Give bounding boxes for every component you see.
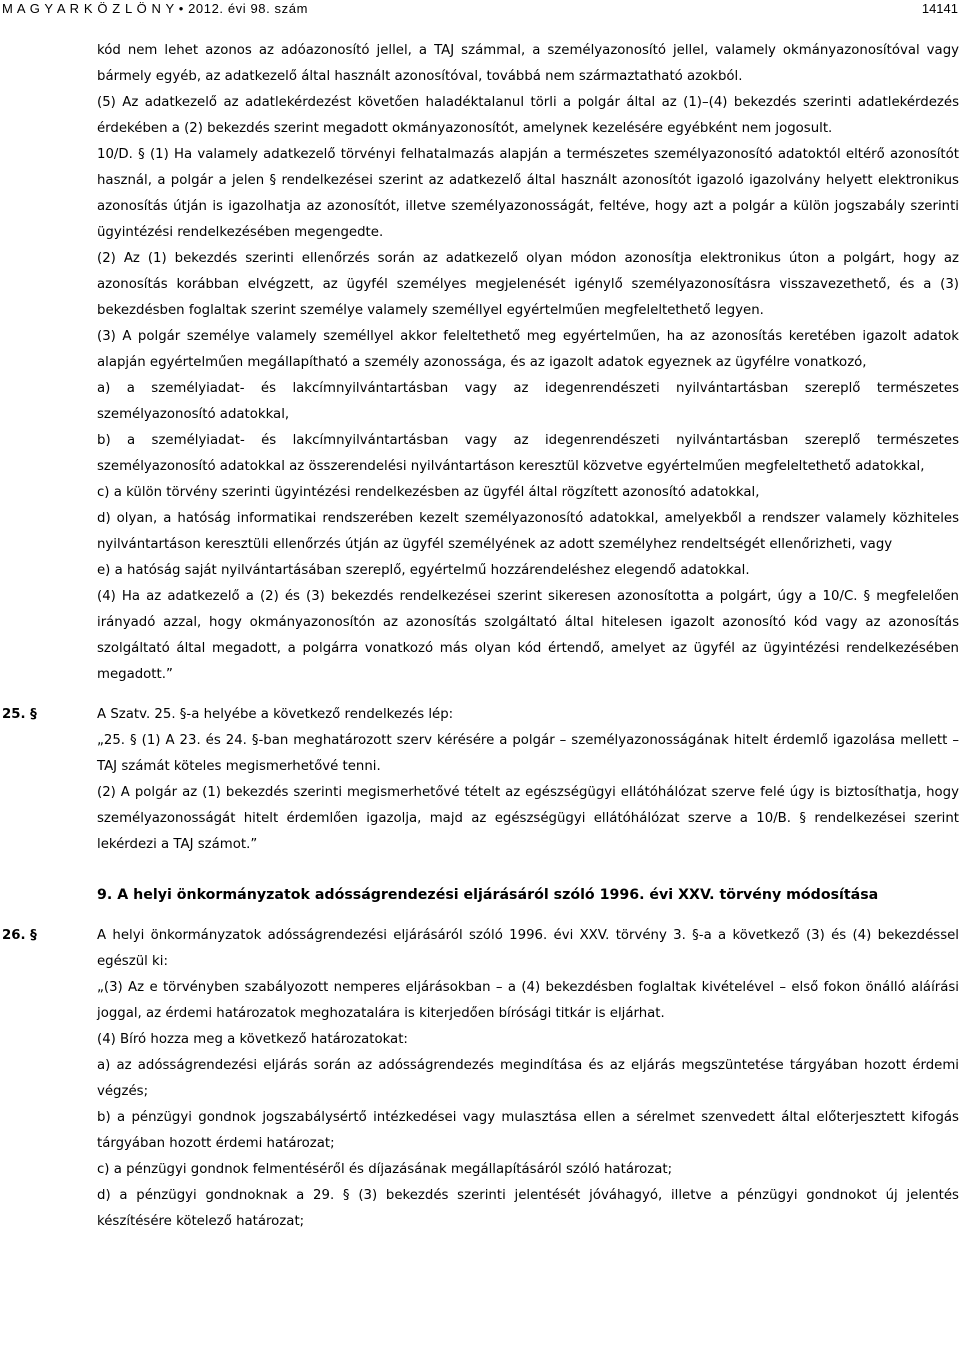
section-26 — [0, 923, 959, 975]
section-26-point-c: c) a pénzügyi gondnok felmentéséről és díjazásának megállapításáról szóló határozat; — [97, 1162, 673, 1177]
point-e: e) a hatóság saját nyilvántartásában szereplő, egyértelmű hozzárendeléshez elegendő adatokkal. — [97, 563, 750, 578]
section-25 — [0, 702, 959, 728]
section-25-number: 25. § — [2, 707, 37, 722]
point-d: d) olyan, a hatóság informatikai rendszerében kezelt személyazonosító adatokkal, amelyekből a rendszer valamely közhiteles nyilvántartáson keresztüli ellenőrzés útján az ügyfél személyének az adott személyhez rendeltségét ellenőrizheti, vagy — [97, 511, 959, 552]
paragraph-10d-1: 10/D. § (1) Ha valamely adatkezelő törvényi felhatalmazás alapján a természetes személyazonosító adatoktól eltérő azonosítót használ, a polgár a jelen § rendelkezései szerint az adatkezelő által használt azonosítót igazoló igazolvány helyett elektronikus azonosítás útján is igazolhatja az azonosítót, illetve személyazonosságát, feltéve, hogy azt a polgár a külön jogszabály szerinti ügyintézési rendelkezésében megengedte. — [97, 147, 959, 240]
section-26-point-a: a) az adósságrendezési eljárás során az adósságrendezés megindítása és az eljárás megszüntetése tárgyában hozott érdemi végzés; — [97, 1058, 959, 1099]
chapter-title: 9. A helyi önkormányzatok adósságrendezési eljárásáról szóló 1996. évi XXV. törvény módosítása — [97, 887, 879, 903]
section-26-intro: A helyi önkormányzatok adósságrendezési eljárásáról szóló 1996. évi XXV. törvény 3. §-a a következő (3) és (4) bekezdéssel egészül ki: — [97, 928, 959, 969]
section-26-point-d: d) a pénzügyi gondnoknak a 29. § (3) bekezdés szerinti jelentését jóváhagyó, illetve a pénzügyi gondnokot új jelentés készítésére kötelező határozat; — [97, 1188, 959, 1229]
spacer — [0, 688, 960, 702]
section-26-para-4: (4) Bíró hozza meg a következő határozatokat: — [97, 1032, 408, 1047]
paragraph-10d-4: (4) Ha az adatkezelő a (2) és (3) bekezdés rendelkezései szerint sikeresen azonosította a polgárt, úgy a 10/C. § megfelelően irányadó azzal, hogy okmányazonosítón az azonosítás szolgáltató által hitelesen igazolt azonosító kód vagy az azonosítás szolgáltató által megadott, a polgárra vonatkozó más olyan kód értendő, amelyet az ügyfél az ügyintézési rendelkezésében megadott.” — [97, 589, 959, 682]
section-26-para-3: „(3) Az e törvényben szabályozott nemperes eljárásokban – a (4) bekezdésben foglaltak kivételével – első fokon önálló aláírási joggal, az érdemi határozatok meghozatalára is kiterjedően bírósági titkár is eljárhat. — [97, 980, 959, 1021]
page-number: 14141 — [921, 1, 958, 16]
section-25-para-2: (2) A polgár az (1) bekezdés szerinti megismerhetővé tételt az egészségügyi ellátóhálózat szerve felé úgy is biztosíthatja, hogy személyazonosságát hitelt érdemlően igazolja, majd az egészségügyi ellátóhálózat szerve a 10/B. § rendelkezései szerint lekérdezi a TAJ számot.” — [97, 785, 959, 852]
paragraph-5: (5) Az adatkezelő az adatlekérdezést követően haladéktalanul törli a polgár által az (1)–(4) bekezdés szerinti adatlekérdezés érdekében a (2) bekezdés szerint megadott okmányazonosítót, amelynek kezelésére egyébként nem jogosult. — [97, 95, 959, 136]
spacer — [0, 858, 960, 881]
paragraph-10d-2: (2) Az (1) bekezdés szerinti ellenőrzés során az adatkezelő olyan módon azonosítja elektronikus úton a polgárt, hogy az azonosítás korábban elvégzett, az ügyfél személyes megjelenését igénylő személyazonosításra visszavezethető, és a (3) bekezdésben foglaltak szerint személye valamely személlyel egyértelműen megfeleltethető legyen. — [97, 251, 959, 318]
spacer — [0, 909, 960, 923]
section-25-intro: A Szatv. 25. §-a helyébe a következő rendelkezés lép: — [97, 707, 454, 722]
paragraph-continuation: kód nem lehet azonos az adóazonosító jellel, a TAJ számmal, a személyazonosító jellel, valamely okmányazonosítóval vagy bármely egyéb, az adatkezelő által használt azonosítóval, továbbá nem származtatható azokból. — [97, 43, 959, 84]
section-26-point-b: b) a pénzügyi gondnok jogszabálysértő intézkedései vagy mulasztása ellen a sérelmet szenvedett által előterjesztett kifogás tárgyában hozott érdemi határozat; — [97, 1110, 959, 1151]
point-b: b) a személyiadat- és lakcímnyilvántartásban vagy az idegenrendészeti nyilvántartásban szereplő természetes személyazonosító adatokkal az összerendelési nyilvántartáson keresztül közvetve egyértelműen megfeleltethető adatokkal, — [97, 433, 959, 474]
paragraph-10d-3: (3) A polgár személye valamely személlyel akkor feleltethető meg egyértelműen, ha az azonosítás keretében igazolt adatok alapján egyértelműen megállapítható a személy azonossága, és az igazolt adatok egyeznek az ügyfélre vonatkozó, — [97, 329, 959, 370]
running-header — [0, 0, 960, 17]
point-a: a) a személyiadat- és lakcímnyilvántartásban vagy az idegenrendészeti nyilvántartásban szereplő természetes személyazonosító adatokkal, — [97, 381, 959, 422]
journal-title: M A G Y A R K Ö Z L Ö N Y • 2012. évi 98. szám — [2, 1, 309, 16]
point-c: c) a külön törvény szerinti ügyintézési rendelkezésben az ügyfél által rögzített azonosító adatokkal, — [97, 485, 760, 500]
section-25-para-1: „25. § (1) A 23. és 24. §-ban meghatározott szerv kérésére a polgár – személyazonosságának hitelt érdemlő igazolása mellett – TAJ számát köteles megismerhetővé tenni. — [97, 733, 959, 774]
section-26-number: 26. § — [2, 928, 37, 943]
document-body — [0, 38, 960, 1235]
